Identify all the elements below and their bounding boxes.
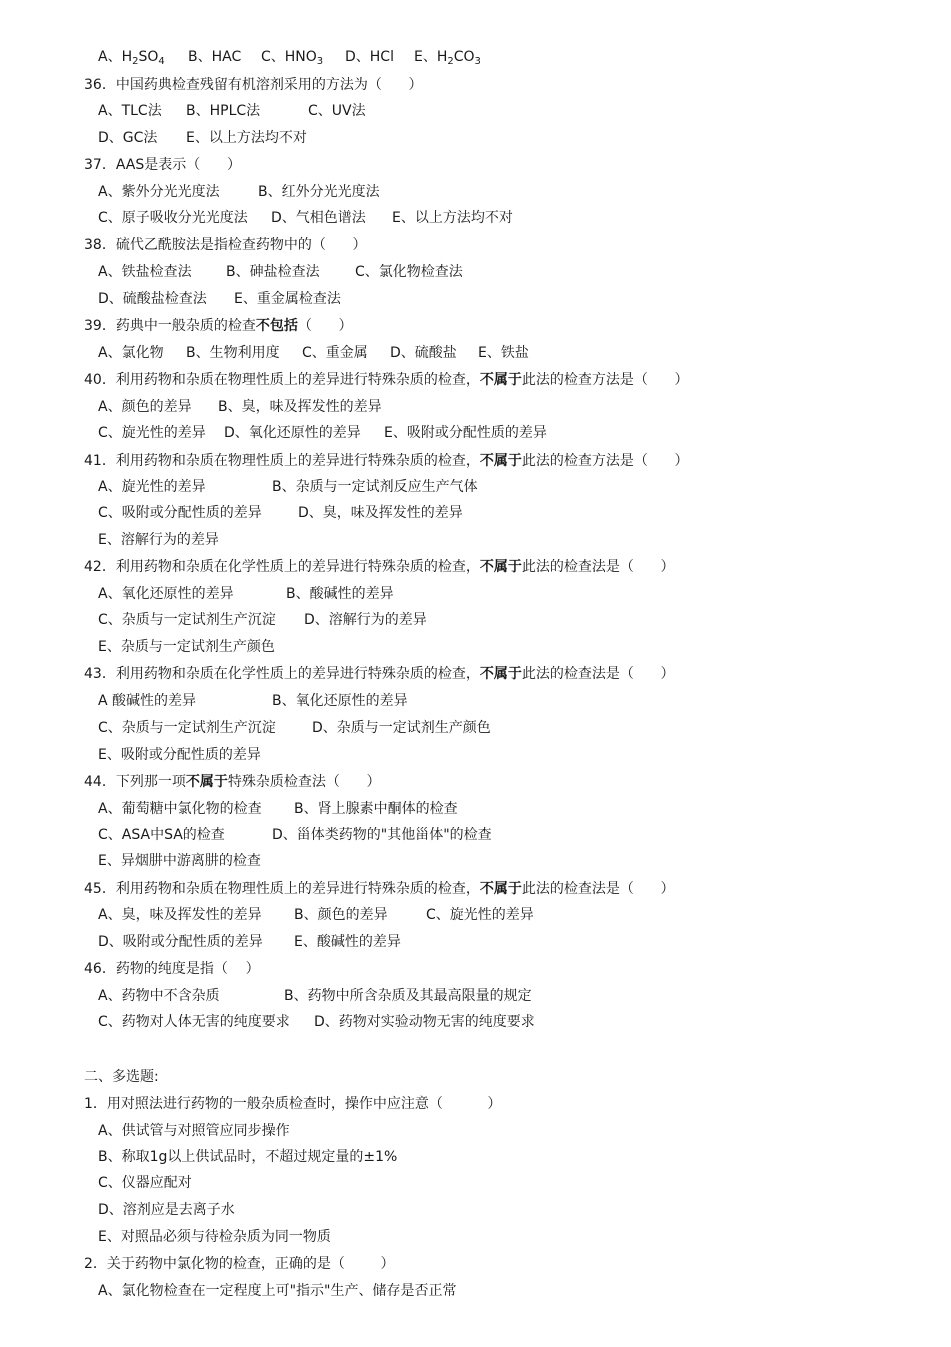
- q41-option-a: A、旋光性的差异: [98, 479, 206, 495]
- q41-option-c: C、吸附或分配性质的差异: [98, 505, 262, 521]
- q43-option-a: A 酸碱性的差异: [98, 693, 197, 709]
- q38-option-b: B、砷盐检查法: [226, 264, 320, 280]
- q35-option-d: D、HCl: [345, 49, 394, 65]
- q41-option-d: D、臭，味及挥发性的差异: [298, 505, 463, 521]
- q40-option-c: C、旋光性的差异: [98, 425, 206, 441]
- q46-option-d: D、药物对实验动物无害的纯度要求: [314, 1014, 535, 1030]
- q37-option-d: D、气相色谱法: [271, 210, 366, 226]
- m1-option-a: A、供试管与对照管应同步操作: [98, 1123, 290, 1139]
- q40-stem: 40．利用药物和杂质在物理性质上的差异进行特殊杂质的检查，不属于此法的检查方法是（ ）: [84, 372, 689, 388]
- q37-option-c: C、原子吸收分光光度法: [98, 210, 248, 226]
- q44-option-b: B、肾上腺素中酮体的检查: [294, 801, 458, 817]
- q43-option-d: D、杂质与一定试剂生产颜色: [312, 720, 491, 736]
- q36-option-e: E、以上方法均不对: [186, 130, 307, 146]
- q43-option-c: C、杂质与一定试剂生产沉淀: [98, 720, 276, 736]
- q39-option-c: C、重金属: [302, 345, 368, 361]
- q42-option-c: C、杂质与一定试剂生产沉淀: [98, 612, 276, 628]
- q45-option-e: E、酸碱性的差异: [294, 934, 401, 950]
- q45-option-c: C、旋光性的差异: [426, 907, 534, 923]
- q38-option-c: C、氯化物检查法: [355, 264, 463, 280]
- q36-option-b: B、HPLC法: [186, 103, 261, 119]
- q40-option-a: A、颜色的差异: [98, 399, 192, 415]
- q36-option-c: C、UV法: [308, 103, 366, 119]
- q36-stem: 36．中国药典检查残留有机溶剂采用的方法为（ ）: [84, 77, 423, 93]
- q41-option-e: E、溶解行为的差异: [98, 532, 219, 548]
- q44-option-e: E、异烟肼中游离肼的检查: [98, 853, 261, 869]
- q45-option-a: A、臭，味及挥发性的差异: [98, 907, 262, 923]
- q46-option-c: C、药物对人体无害的纯度要求: [98, 1014, 290, 1030]
- m1-option-d: D、溶剂应是去离子水: [98, 1202, 235, 1218]
- q39-option-a: A、氯化物: [98, 345, 164, 361]
- q42-option-b: B、酸碱性的差异: [286, 586, 394, 602]
- q36-option-d: D、GC法: [98, 130, 158, 146]
- q35-option-c: C、$HNO_3$: [261, 49, 324, 67]
- q38-option-a: A、铁盐检查法: [98, 264, 192, 280]
- q42-option-a: A、氧化还原性的差异: [98, 586, 234, 602]
- m2-option-a: A、氯化物检查在一定程度上可"指示"生产、储存是否正常: [98, 1283, 457, 1299]
- q44-option-c: C、ASA中SA的检查: [98, 827, 225, 843]
- q43-option-e: E、吸附或分配性质的差异: [98, 747, 261, 763]
- q40-option-d: D、氧化还原性的差异: [224, 425, 361, 441]
- q41-option-b: B、杂质与一定试剂反应生产气体: [272, 479, 478, 495]
- q46-option-a: A、药物中不含杂质: [98, 988, 220, 1004]
- m1-option-b: B、称取1g以上供试品时，不超过规定量的±1%: [98, 1149, 398, 1165]
- q44-option-d: D、甾体类药物的"其他甾体"的检查: [272, 827, 492, 843]
- q45-option-d: D、吸附或分配性质的差异: [98, 934, 263, 950]
- q37-option-b: B、红外分光光度法: [258, 184, 380, 200]
- m1-option-c: C、仪器应配对: [98, 1175, 192, 1191]
- m2-stem: 2．关于药物中氯化物的检查，正确的是（ ）: [84, 1256, 395, 1272]
- q42-option-e: E、杂质与一定试剂生产颜色: [98, 639, 275, 655]
- q37-stem: 37．AAS是表示（ ）: [84, 157, 241, 173]
- q35-option-e: E、$H_2CO_3$: [414, 49, 481, 67]
- q44-option-a: A、葡萄糖中氯化物的检查: [98, 801, 262, 817]
- q43-stem: 43．利用药物和杂质在化学性质上的差异进行特殊杂质的检查，不属于此法的检查法是（ ）: [84, 666, 675, 682]
- q42-option-d: D、溶解行为的差异: [304, 612, 427, 628]
- q35-option-b: B、HAC: [188, 49, 242, 65]
- q37-option-e: E、以上方法均不对: [392, 210, 513, 226]
- q40-option-e: E、吸附或分配性质的差异: [384, 425, 547, 441]
- m1-stem: 1．用对照法进行药物的一般杂质检查时，操作中应注意（ ）: [84, 1096, 502, 1112]
- q38-option-e: E、重金属检查法: [234, 291, 341, 307]
- section-title-multiple-choice: 二、多选题:: [84, 1069, 159, 1085]
- q36-option-a: A、TLC法: [98, 103, 162, 119]
- q39-option-d: D、硫酸盐: [390, 345, 457, 361]
- q38-option-d: D、硫酸盐检查法: [98, 291, 207, 307]
- q42-stem: 42．利用药物和杂质在化学性质上的差异进行特殊杂质的检查，不属于此法的检查法是（ ）: [84, 559, 675, 575]
- q37-option-a: A、紫外分光光度法: [98, 184, 220, 200]
- q40-option-b: B、臭，味及挥发性的差异: [218, 399, 382, 415]
- q45-option-b: B、颜色的差异: [294, 907, 388, 923]
- q39-option-b: B、生物利用度: [186, 345, 280, 361]
- q35-option-a: A、$H_2SO_4$: [98, 49, 165, 67]
- q39-option-e: E、铁盐: [478, 345, 529, 361]
- q39-stem: 39．药典中一般杂质的检查不包括（ ）: [84, 318, 353, 334]
- q45-stem: 45．利用药物和杂质在物理性质上的差异进行特殊杂质的检查，不属于此法的检查法是（ ）: [84, 881, 675, 897]
- q44-stem: 44．下列那一项不属于特殊杂质检查法（ ）: [84, 774, 381, 790]
- q46-option-b: B、药物中所含杂质及其最高限量的规定: [284, 988, 532, 1004]
- q38-stem: 38．硫代乙酰胺法是指检查药物中的（ ）: [84, 237, 367, 253]
- q43-option-b: B、氧化还原性的差异: [272, 693, 408, 709]
- q41-stem: 41．利用药物和杂质在物理性质上的差异进行特殊杂质的检查，不属于此法的检查方法是（ ）: [84, 453, 689, 469]
- q46-stem: 46．药物的纯度是指（ ）: [84, 961, 260, 977]
- m1-option-e: E、对照品必须与待检杂质为同一物质: [98, 1229, 331, 1245]
